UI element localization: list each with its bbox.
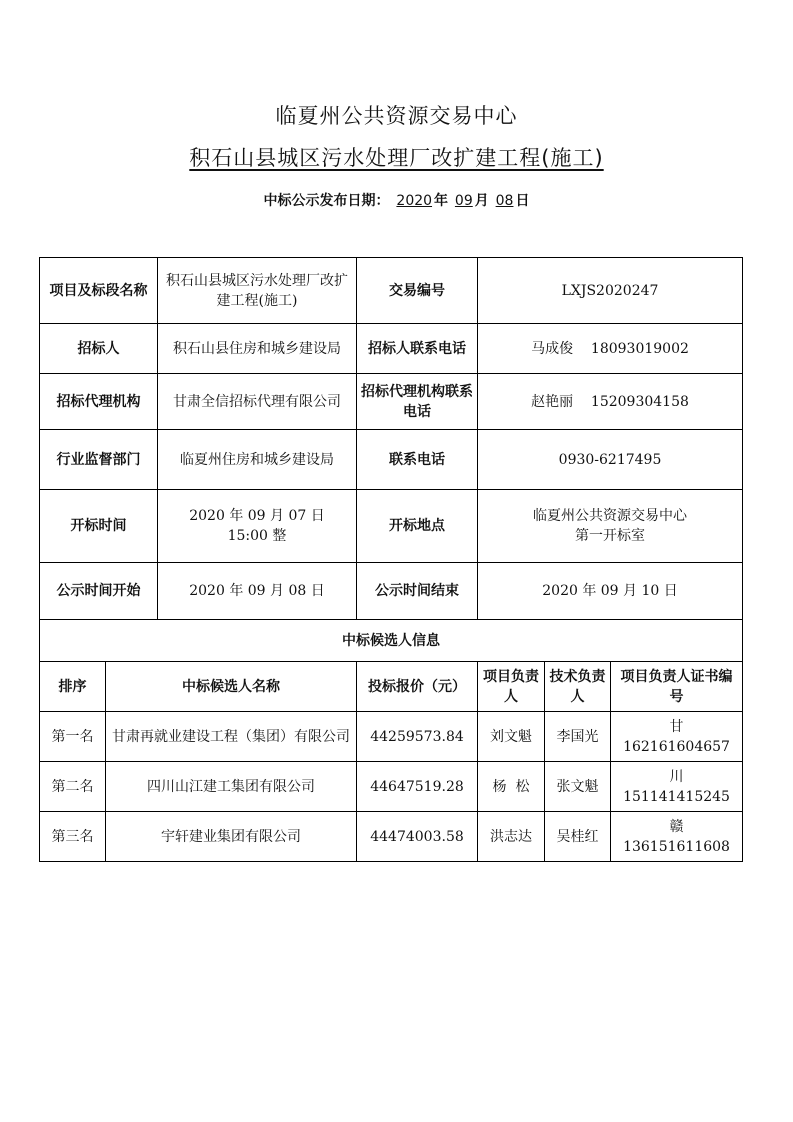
- project-title-text: 积石山县城区污水处理厂改扩建工程(施工): [189, 146, 604, 170]
- table-row: [40, 812, 743, 862]
- open-place-label: 开标地点: [357, 490, 478, 563]
- tech-cell: 李国光: [545, 712, 611, 762]
- notice-start-label: 公示时间开始: [40, 563, 158, 620]
- supervisor-label: 行业监督部门: [40, 430, 158, 490]
- trade-no-label: 交易编号: [357, 258, 478, 324]
- open-time-hour: 15:00 整: [227, 528, 287, 544]
- agency-label: 招标代理机构: [40, 374, 158, 430]
- tenderer-value: 积石山县住房和城乡建设局: [158, 324, 357, 374]
- notice-start-value: 2020 年 09 月 08 日: [158, 563, 357, 620]
- header-name: 中标候选人名称: [106, 662, 357, 712]
- month-unit: 月: [474, 193, 489, 209]
- agency-value: 甘肃全信招标代理有限公司: [158, 374, 357, 430]
- cert-cell: 川 151141415245: [611, 762, 743, 812]
- price-cell: 44647519.28: [357, 762, 478, 812]
- header-cert: 项目负责人证书编号: [611, 662, 743, 712]
- agency-contact-value: 赵艳丽 15209304158: [478, 374, 743, 430]
- bid-result-table: [39, 257, 743, 862]
- open-time-date: 2020 年 09 月 07 日: [189, 508, 325, 524]
- cert-cell: 甘 162161604657: [611, 712, 743, 762]
- publish-date-label: 中标公示发布日期：: [263, 193, 390, 209]
- header-price: 投标报价（元）: [357, 662, 478, 712]
- open-place-line1: 临夏州公共资源交易中心: [533, 508, 688, 524]
- tenderer-contact-value: 马成俊 18093019002: [478, 324, 743, 374]
- project-title: [0, 142, 793, 172]
- project-value: 积石山县城区污水处理厂改扩建工程(施工): [158, 258, 357, 324]
- open-row: [40, 490, 743, 563]
- notice-end-label: 公示时间结束: [357, 563, 478, 620]
- name-cell: 四川山江建工集团有限公司: [106, 762, 357, 812]
- publish-date-line: [0, 190, 793, 210]
- supervisor-value: 临夏州住房和城乡建设局: [158, 430, 357, 490]
- open-time-label: 开标时间: [40, 490, 158, 563]
- table-row: [40, 712, 743, 762]
- candidates-section-row: [40, 620, 743, 662]
- notice-row: [40, 563, 743, 620]
- notice-end-value: 2020 年 09 月 10 日: [478, 563, 743, 620]
- pm-cell: 刘文魁: [478, 712, 545, 762]
- header-tech: 技术负责人: [545, 662, 611, 712]
- rank-cell: 第三名: [40, 812, 106, 862]
- publish-day: 08: [495, 193, 514, 209]
- price-cell: 44474003.58: [357, 812, 478, 862]
- agency-contact-label: 招标代理机构联系电话: [357, 374, 478, 430]
- publish-month: 09: [454, 193, 473, 209]
- header-pm: 项目负责人: [478, 662, 545, 712]
- tenderer-contact-label: 招标人联系电话: [357, 324, 478, 374]
- pm-cell: 洪志达: [478, 812, 545, 862]
- project-row: [40, 258, 743, 324]
- tech-cell: 张文魁: [545, 762, 611, 812]
- trade-no-value: LXJS2020247: [478, 258, 743, 324]
- rank-cell: 第一名: [40, 712, 106, 762]
- open-place-value: [478, 490, 743, 563]
- supervisor-row: [40, 430, 743, 490]
- tech-cell: 吴桂红: [545, 812, 611, 862]
- rank-cell: 第二名: [40, 762, 106, 812]
- price-cell: 44259573.84: [357, 712, 478, 762]
- project-label: 项目及标段名称: [40, 258, 158, 324]
- pm-cell: 杨 松: [478, 762, 545, 812]
- open-time-value: [158, 490, 357, 563]
- open-place-line2: 第一开标室: [575, 528, 646, 544]
- day-unit: 日: [515, 193, 530, 209]
- organization-title: 临夏州公共资源交易中心: [275, 104, 518, 128]
- tenderer-row: [40, 324, 743, 374]
- name-cell: 宇轩建业集团有限公司: [106, 812, 357, 862]
- candidates-header-row: [40, 662, 743, 712]
- name-cell: 甘肃再就业建设工程（集团）有限公司: [106, 712, 357, 762]
- table-row: [40, 762, 743, 812]
- phone-label: 联系电话: [357, 430, 478, 490]
- header-rank: 排序: [40, 662, 106, 712]
- publish-year: 2020: [396, 193, 433, 209]
- phone-value: 0930-6217495: [478, 430, 743, 490]
- agency-row: [40, 374, 743, 430]
- year-unit: 年: [434, 193, 449, 209]
- candidates-section-title: 中标候选人信息: [40, 620, 743, 662]
- tenderer-label: 招标人: [40, 324, 158, 374]
- cert-cell: 赣 136151611608: [611, 812, 743, 862]
